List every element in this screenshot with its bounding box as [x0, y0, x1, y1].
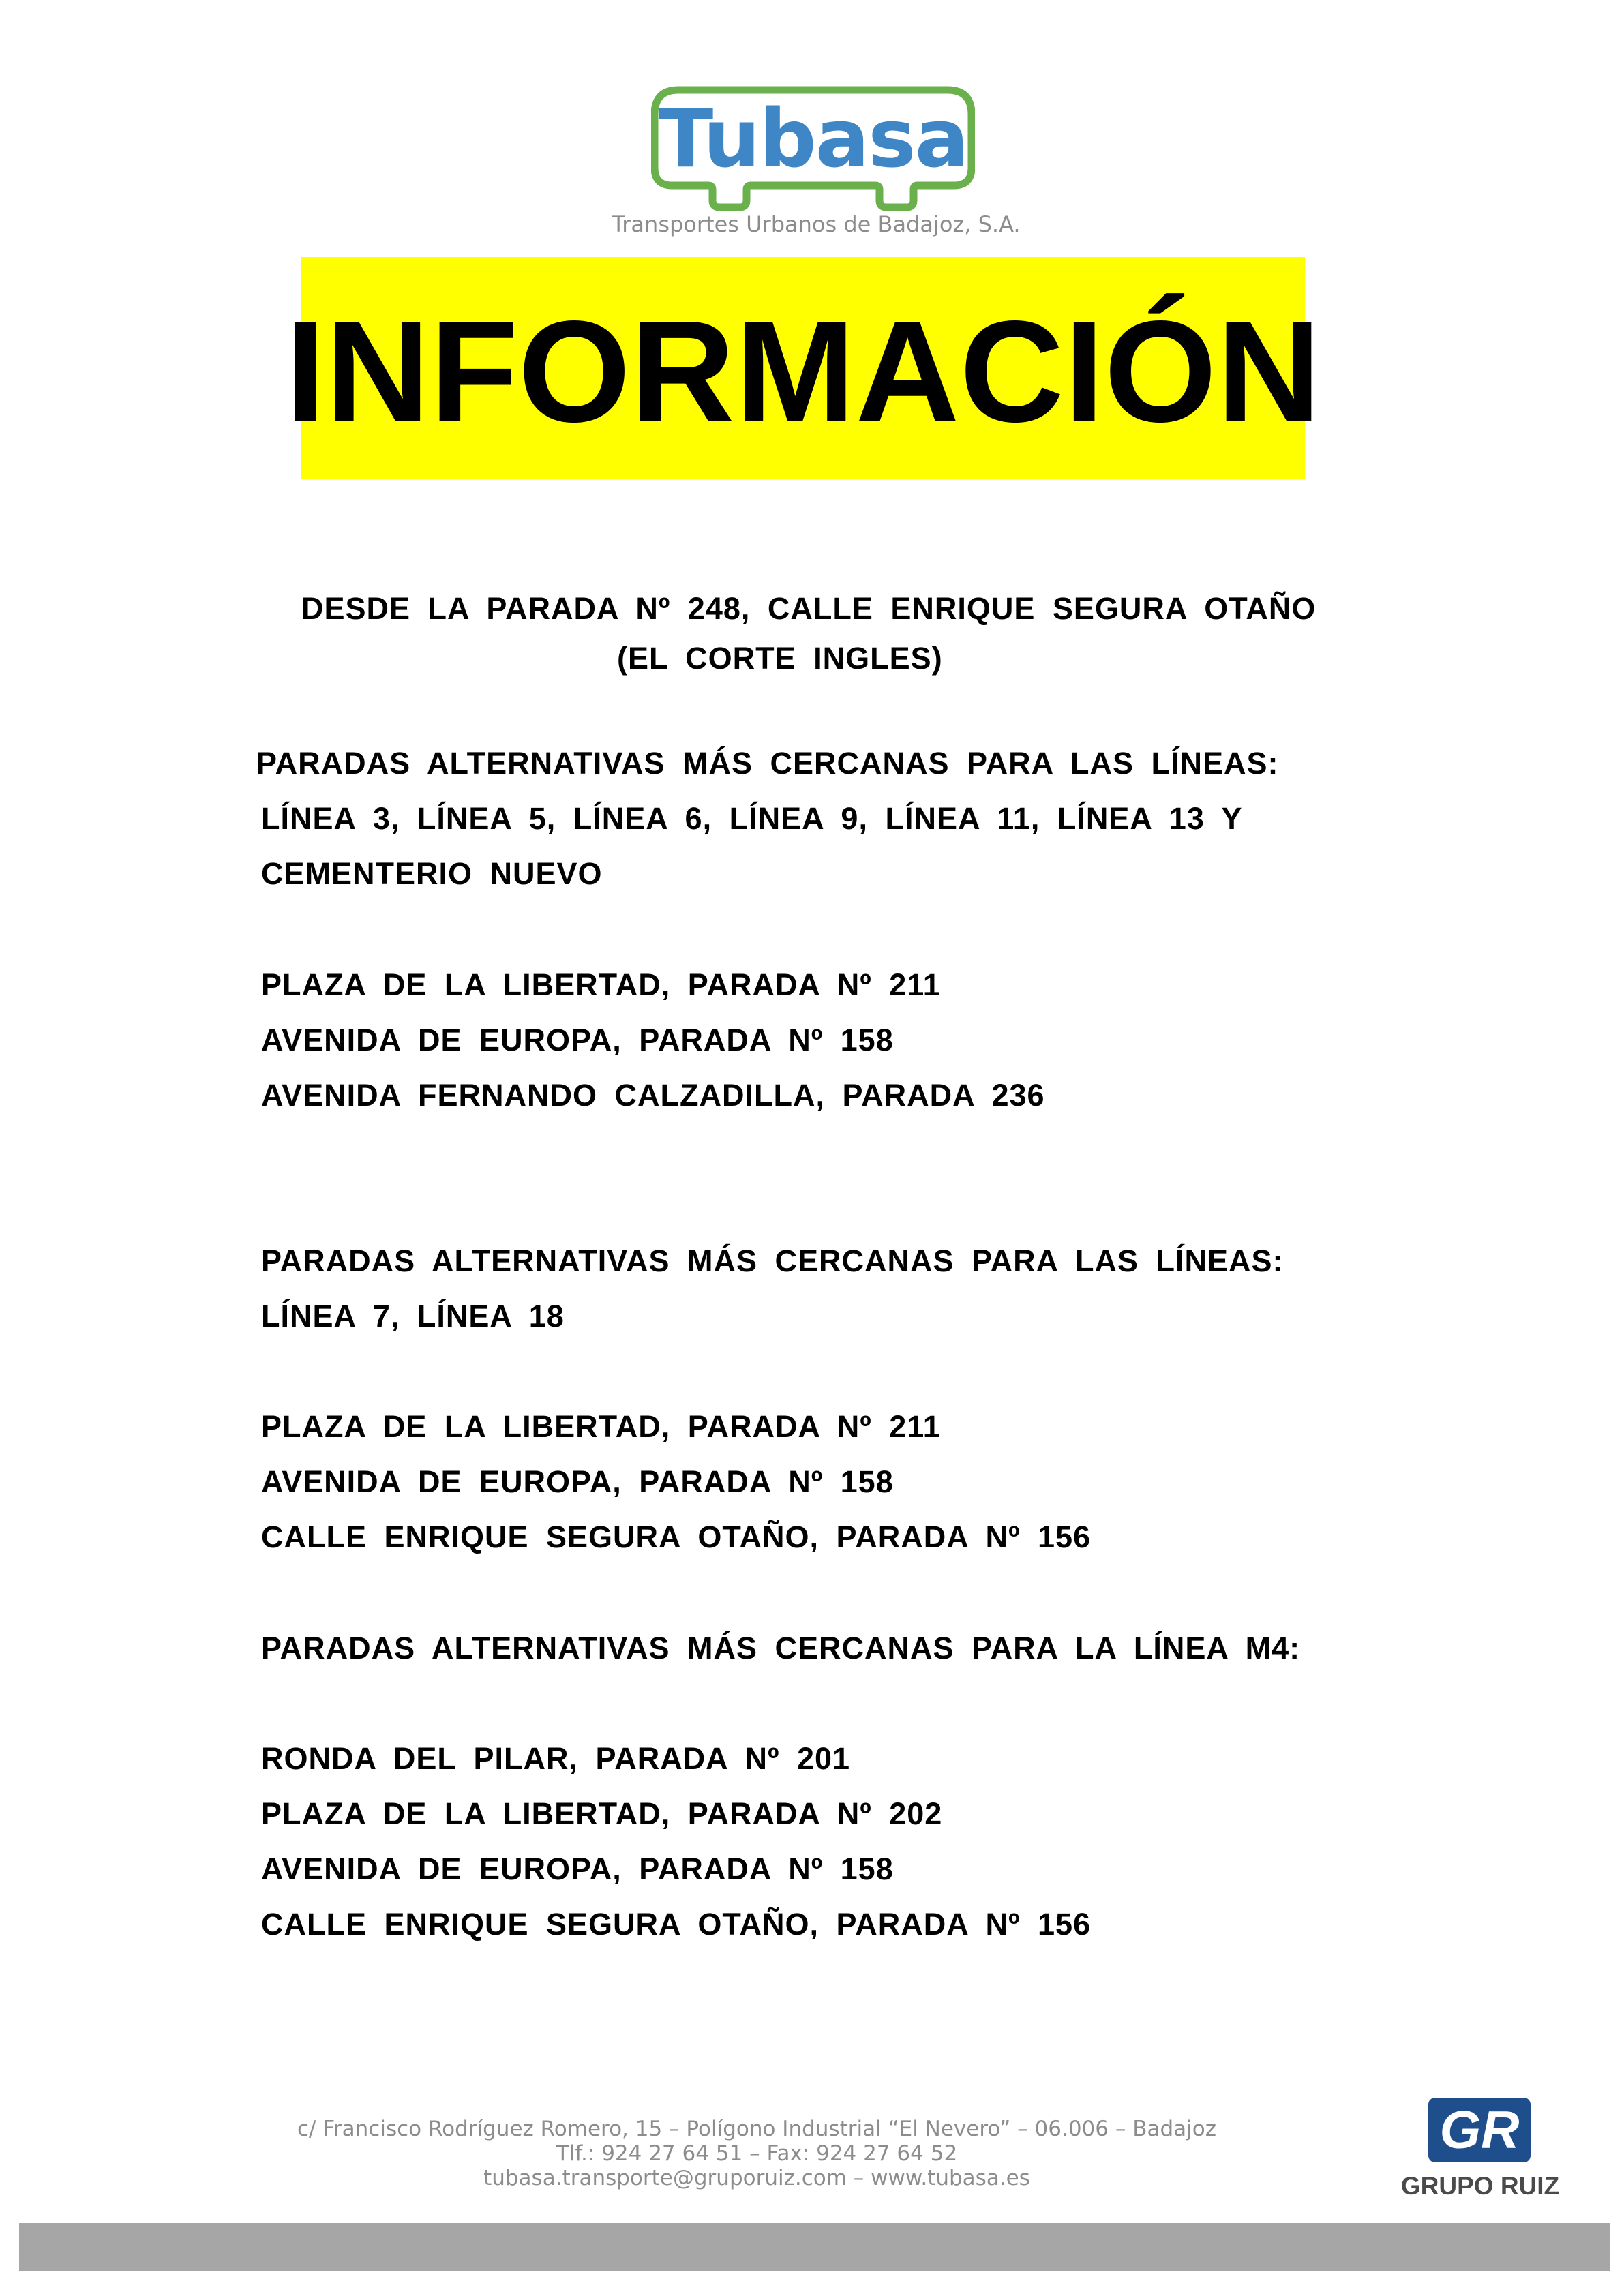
section-1-heading-3: CEMENTERIO NUEVO [261, 856, 603, 891]
grupo-ruiz-logo [1428, 2098, 1531, 2162]
origin-line-2: (EL CORTE INGLES) [617, 641, 943, 676]
origin-line-1: DESDE LA PARADA Nº 248, CALLE ENRIQUE SEGURA OTAÑO [301, 591, 1317, 626]
section-1-stop-3: AVENIDA FERNANDO CALZADILLA, PARADA 236 [261, 1078, 1045, 1113]
section-2-stop-1: PLAZA DE LA LIBERTAD, PARADA Nº 211 [261, 1409, 941, 1444]
logo-subtitle: Transportes Urbanos de Badajoz, S.A. [612, 211, 1021, 237]
footer-address: c/ Francisco Rodríguez Romero, 15 – Polígono Industrial “El Nevero” – 06.006 – Badajoz [297, 2117, 1216, 2141]
grupo-ruiz-label: GRUPO RUIZ [1400, 2172, 1560, 2200]
section-1-stop-2: AVENIDA DE EUROPA, PARADA Nº 158 [261, 1023, 894, 1057]
section-1-heading-1: PARADAS ALTERNATIVAS MÁS CERCANAS PARA LAS LÍNEAS: [256, 746, 1279, 781]
gr-monogram-icon [1428, 2098, 1531, 2162]
footer-phone: Tlf.: 924 27 64 51 – Fax: 924 27 64 52 [556, 2141, 958, 2166]
section-3-stop-2: PLAZA DE LA LIBERTAD, PARADA Nº 202 [261, 1796, 943, 1831]
section-2-heading-1: PARADAS ALTERNATIVAS MÁS CERCANAS PARA LAS LÍNEAS: [261, 1243, 1284, 1278]
svg-text:GR: GR [1439, 2100, 1520, 2160]
section-2-stop-2: AVENIDA DE EUROPA, PARADA Nº 158 [261, 1464, 894, 1499]
banner-title: INFORMACIÓN [285, 290, 1321, 452]
section-1-stop-1: PLAZA DE LA LIBERTAD, PARADA Nº 211 [261, 967, 941, 1002]
section-3-stop-1: RONDA DEL PILAR, PARADA Nº 201 [261, 1741, 851, 1776]
logo-wordmark: Tubasa [658, 91, 968, 185]
section-3-stop-4: CALLE ENRIQUE SEGURA OTAÑO, PARADA Nº 156 [261, 1907, 1092, 1942]
section-3-stop-3: AVENIDA DE EUROPA, PARADA Nº 158 [261, 1852, 894, 1886]
tubasa-logo [651, 86, 975, 215]
footer-bar [19, 2223, 1610, 2271]
section-1-heading-2: LÍNEA 3, LÍNEA 5, LÍNEA 6, LÍNEA 9, LÍNEA 11, LÍNEA 13 Y [261, 801, 1243, 836]
footer-contact: tubasa.transporte@gruporuiz.com – www.tubasa.es [483, 2166, 1030, 2190]
section-3-heading-1: PARADAS ALTERNATIVAS MÁS CERCANAS PARA LA LÍNEA M4: [261, 1631, 1301, 1665]
section-2-stop-3: CALLE ENRIQUE SEGURA OTAÑO, PARADA Nº 156 [261, 1520, 1092, 1554]
section-2-heading-2: LÍNEA 7, LÍNEA 18 [261, 1299, 565, 1333]
info-banner [285, 257, 1321, 479]
